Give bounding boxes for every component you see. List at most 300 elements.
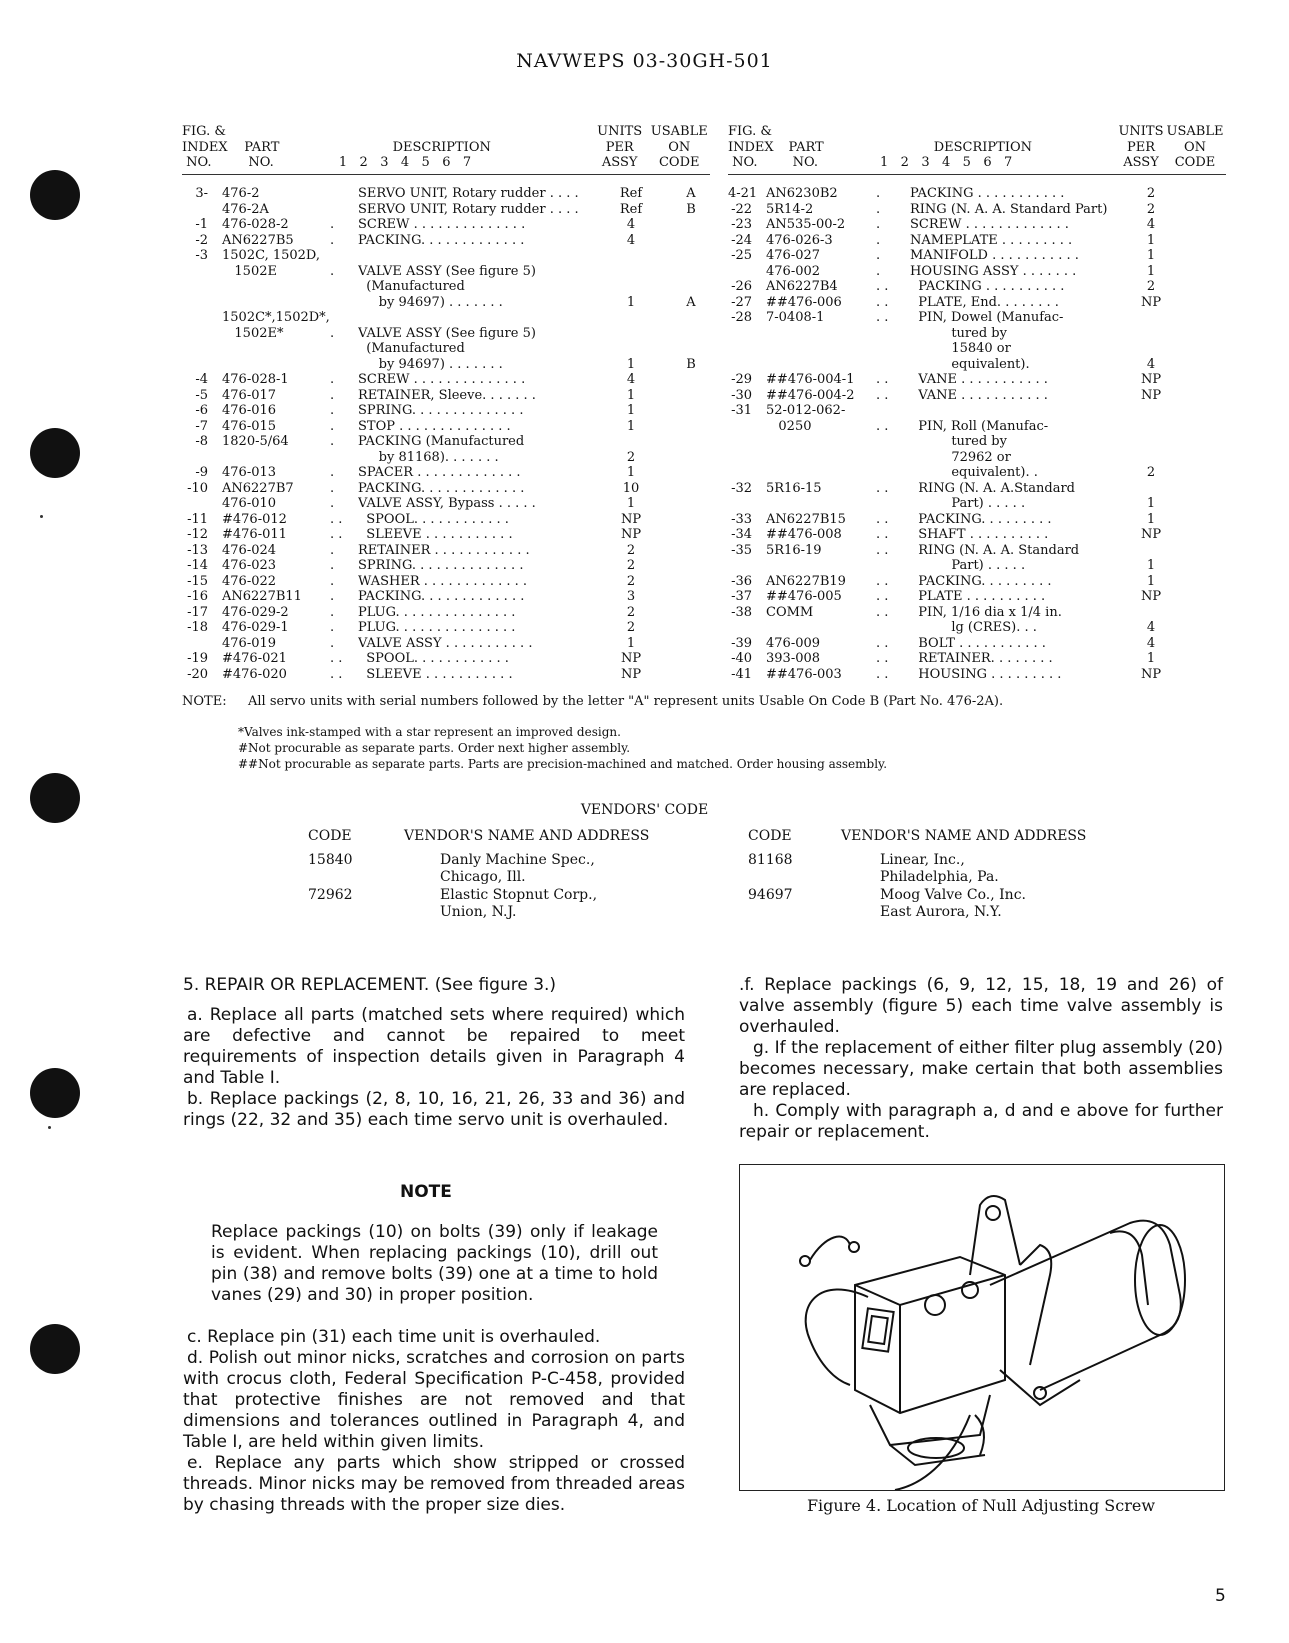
cell-part-no [762, 496, 876, 512]
cell-part-no: #476-012 [222, 511, 287, 527]
cell-units-per-assy [1126, 326, 1176, 342]
table-row [182, 465, 722, 481]
vendor-header-code: CODE [748, 828, 792, 844]
cell-description: SPACER . . . . . . . . . . . . . [358, 465, 521, 480]
cell-indent-dots: . . [876, 573, 889, 589]
cell-indent-dots: . [330, 418, 335, 434]
cell-usable-on-code [1176, 574, 1234, 590]
cell-fig-index [182, 636, 218, 652]
cell-units-per-assy [1126, 481, 1176, 497]
cell-part-no: 476-002 [766, 263, 821, 279]
cell-usable-on-code [1176, 558, 1234, 574]
cell-description: SLEEVE . . . . . . . . . . . [358, 527, 513, 542]
cell-units-per-assy [602, 310, 660, 326]
cell-fig-index: -11 [187, 511, 208, 527]
vendor-code: 81168 [748, 852, 793, 868]
cell-description: SPOOL. . . . . . . . . . . . [358, 511, 509, 527]
cell-usable-on-code [1176, 388, 1234, 404]
cell-usable-on-code [660, 589, 722, 605]
cell-indent-dots: . [876, 217, 881, 232]
cell-description: RING (N. A. A.Standard [910, 480, 1075, 496]
table-row [728, 419, 1234, 435]
cell-indent-dots [876, 357, 910, 373]
cell-description: PACKING. . . . . . . . . . . . . [358, 232, 525, 248]
cell-description [358, 310, 602, 326]
cell-part-no: 476-017 [222, 387, 277, 403]
cell-units-per-assy [602, 248, 660, 264]
header-fig-index: FIG. & INDEX NO. [182, 124, 228, 170]
cell-usable-on-code [1176, 217, 1234, 233]
cell-description: PACKING. . . . . . . . . . . . . [358, 589, 525, 604]
cell-units-per-assy: NP [620, 666, 642, 682]
cell-part-no: 476-009 [766, 635, 821, 651]
vendor-code: 15840 [308, 852, 353, 868]
cell-usable-on-code [660, 419, 722, 435]
cell-part-no [762, 357, 876, 373]
cell-usable-on-code [1176, 605, 1234, 621]
cell-part-no: AN6227B5 [222, 232, 294, 248]
cell-units-per-assy [1126, 605, 1176, 621]
cell-usable-on-code [1176, 419, 1234, 435]
cell-part-no: 476-019 [222, 635, 277, 651]
cell-description: WASHER . . . . . . . . . . . . . [358, 573, 528, 589]
cell-description: STOP . . . . . . . . . . . . . . [358, 418, 511, 434]
cell-description: equivalent). [910, 356, 1030, 372]
vendor-name-address: Moog Valve Co., Inc. East Aurora, N.Y. [880, 887, 1026, 920]
table-row [728, 512, 1234, 528]
cell-indent-dots [330, 310, 358, 326]
cell-part-no: AN6227B11 [222, 589, 302, 604]
cell-description: tured by [910, 325, 1007, 341]
footnote-star: *Valves ink-stamped with a star represent an improved design. [238, 725, 621, 739]
cell-fig-index: -33 [731, 511, 752, 527]
cell-fig-index: -36 [731, 573, 752, 589]
cell-units-per-assy: 1 [1146, 232, 1156, 248]
cell-description: PIN, Dowel (Manufac- [910, 310, 1064, 325]
cell-indent-dots: . [330, 496, 335, 511]
footnote-hash: #Not procurable as separate parts. Order next higher assembly. [238, 741, 631, 755]
cell-indent-dots [330, 202, 358, 218]
vendor-header-name: VENDOR'S NAME AND ADDRESS [841, 828, 1087, 844]
cell-indent-dots: . . [330, 511, 343, 527]
table-row [728, 233, 1234, 249]
cell-fig-index: -20 [187, 666, 208, 682]
cell-usable-on-code [1176, 465, 1234, 481]
parts-table-left [182, 124, 710, 682]
cell-units-per-assy [1126, 341, 1176, 357]
cell-indent-dots [876, 496, 910, 512]
cell-fig-index: -19 [187, 651, 208, 666]
cell-indent-dots: . [876, 186, 881, 201]
cell-part-no: ##476-004-2 [766, 387, 855, 403]
table-header [182, 124, 710, 172]
cell-part-no [762, 465, 876, 481]
table-row [182, 202, 722, 218]
cell-usable-on-code [660, 233, 722, 249]
cell-fig-index: -7 [195, 418, 208, 434]
cell-fig-index: -18 [187, 620, 208, 635]
cell-fig-index: -28 [731, 310, 752, 325]
cell-indent-dots: . . [330, 651, 343, 666]
cell-indent-dots [330, 248, 358, 264]
table-row [182, 512, 722, 528]
note-label: NOTE: [182, 694, 227, 709]
table-row [182, 279, 722, 295]
table-row [182, 636, 722, 652]
cell-part-no [762, 434, 876, 450]
cell-indent-dots: . [330, 403, 335, 418]
table-row [728, 279, 1234, 295]
header-usable-on-code: USABLE ON CODE [650, 124, 708, 170]
table-row [182, 589, 722, 605]
table-body [182, 186, 722, 682]
cell-part-no: 1502E [222, 263, 277, 279]
cell-units-per-assy: 1 [1146, 573, 1156, 589]
cell-description: by 81168). . . . . . . [358, 449, 499, 465]
cell-description: lg (CRES). . . [910, 620, 1037, 635]
cell-part-no: 476-028-1 [222, 372, 289, 387]
cell-usable-on-code [660, 248, 722, 264]
paragraph-c: c. Replace pin (31) each time unit is overhauled. [187, 1327, 601, 1347]
table-row [182, 326, 722, 342]
cell-usable-on-code [660, 636, 722, 652]
cell-part-no: ##476-008 [766, 527, 842, 542]
table-row [728, 295, 1234, 311]
binder-hole [30, 170, 80, 220]
cell-fig-index: -16 [187, 589, 208, 604]
cell-description: SHAFT . . . . . . . . . . [910, 527, 1049, 542]
cell-usable-on-code [1176, 620, 1234, 636]
cell-part-no: 5R16-15 [766, 480, 822, 496]
cell-description: PACKING . . . . . . . . . . . [910, 186, 1065, 201]
cell-part-no: 5R14-2 [766, 201, 814, 217]
cell-indent-dots: . [330, 232, 335, 248]
table-row [728, 388, 1234, 404]
cell-units-per-assy [1126, 310, 1176, 326]
cell-fig-index: -10 [187, 480, 208, 496]
cell-part-no: 476-022 [222, 573, 277, 589]
cell-description: RING (N. A. A. Standard [910, 542, 1080, 558]
cell-fig-index: -15 [187, 573, 208, 589]
cell-description: SCREW . . . . . . . . . . . . . . [358, 217, 526, 232]
table-row [182, 248, 722, 264]
cell-part-no: COMM [766, 604, 814, 620]
cell-units-per-assy: NP [1140, 527, 1162, 542]
cell-part-no: ##476-003 [766, 666, 842, 682]
cell-description: VANE . . . . . . . . . . . [910, 387, 1048, 403]
cell-usable-on-code [1176, 403, 1234, 419]
cell-description: PIN, Roll (Manufac- [910, 418, 1049, 434]
cell-description: SPRING. . . . . . . . . . . . . . [358, 558, 524, 573]
cell-fig-index [182, 295, 218, 311]
cell-indent-dots [330, 450, 358, 466]
cell-fig-index: -4 [195, 372, 208, 387]
cell-description: 72962 or [910, 449, 1011, 465]
cell-usable-on-code [1176, 496, 1234, 512]
cell-fig-index: -38 [731, 604, 752, 620]
table-row [728, 496, 1234, 512]
cell-usable-on-code [1176, 264, 1234, 280]
cell-units-per-assy: 1 [1146, 511, 1156, 527]
cell-usable-on-code [660, 605, 722, 621]
table-row [182, 217, 722, 233]
cell-description: PLUG. . . . . . . . . . . . . . . [358, 604, 516, 620]
cell-indent-dots: . . [876, 279, 889, 294]
cell-part-no [218, 279, 330, 295]
cell-usable-on-code [660, 388, 722, 404]
cell-units-per-assy: 2 [626, 573, 636, 589]
table-row [182, 651, 722, 667]
cell-description: (Manufactured [358, 279, 465, 294]
cell-part-no [218, 295, 330, 311]
cell-part-no [218, 357, 330, 373]
cell-part-no: 1502E* [222, 325, 284, 341]
header-fig-index: FIG. & INDEX NO. [728, 124, 774, 170]
cell-fig-index [728, 465, 762, 481]
cell-indent-dots: . . [876, 294, 889, 310]
cell-usable-on-code [1176, 667, 1234, 683]
cell-units-per-assy: 1 [626, 356, 636, 372]
table-row [182, 434, 722, 450]
page-number: 5 [1215, 1586, 1226, 1606]
cell-fig-index: 3- [195, 186, 208, 201]
cell-fig-index: -23 [731, 217, 752, 232]
cell-part-no: 393-008 [766, 651, 821, 666]
cell-fig-index [728, 620, 762, 636]
vendor-code: 72962 [308, 887, 353, 903]
cell-units-per-assy: NP [1140, 372, 1162, 387]
cell-indent-dots: . . [876, 310, 889, 325]
cell-description: PLATE . . . . . . . . . . [910, 589, 1046, 604]
cell-part-no: 476-028-2 [222, 217, 289, 232]
table-row [182, 233, 722, 249]
cell-indent-dots: . [330, 263, 335, 279]
figure-frame [739, 1164, 1225, 1491]
cell-description: SCREW . . . . . . . . . . . . . [910, 217, 1069, 232]
cell-usable-on-code [660, 217, 722, 233]
cell-fig-index: -24 [731, 232, 752, 248]
table-row [728, 651, 1234, 667]
cell-description: by 94697) . . . . . . . [358, 294, 503, 310]
table-row [182, 388, 722, 404]
table-row [728, 558, 1234, 574]
cell-part-no: 476-013 [222, 465, 277, 480]
cell-description: VALVE ASSY (See figure 5) [358, 325, 536, 341]
cell-indent-dots: . . [876, 527, 889, 542]
cell-part-no: 476-027 [766, 248, 821, 263]
table-row [182, 574, 722, 590]
cell-indent-dots: . . [876, 387, 889, 403]
cell-indent-dots: . . [330, 527, 343, 542]
cell-part-no: 476-026-3 [766, 232, 833, 248]
paragraph-b: b. Replace packings (2, 8, 10, 16, 21, 26, 33 and 36) and rings (22, 32 and 35) each time servo unit is overhauled. [183, 1089, 685, 1130]
cell-units-per-assy: NP [1140, 589, 1162, 604]
cell-indent-dots: . . [876, 651, 889, 666]
cell-units-per-assy: 4 [1146, 217, 1156, 232]
cell-fig-index [182, 357, 218, 373]
cell-fig-index: -32 [731, 480, 752, 496]
cell-part-no: AN6227B4 [766, 279, 838, 294]
table-row [728, 186, 1234, 202]
cell-indent-dots: . [330, 589, 335, 604]
cell-description: PACKING. . . . . . . . . [910, 573, 1052, 589]
cell-part-no: 476-029-2 [222, 604, 289, 620]
cell-indent-dots: . . [876, 604, 889, 620]
cell-units-per-assy: 1 [626, 465, 636, 480]
table-row [728, 589, 1234, 605]
cell-indent-dots [330, 295, 358, 311]
table-body [728, 186, 1234, 682]
cell-description: MANIFOLD . . . . . . . . . . . [910, 248, 1079, 263]
table-row [182, 341, 722, 357]
cell-description [910, 403, 1126, 419]
cell-units-per-assy [602, 264, 660, 280]
cell-usable-on-code [660, 574, 722, 590]
cell-units-per-assy: NP [1140, 387, 1162, 403]
cell-fig-index: -31 [731, 403, 752, 418]
header-rule [728, 174, 1226, 175]
cell-part-no: #476-021 [222, 651, 287, 666]
vendors-code-title: VENDORS' CODE [580, 802, 709, 818]
cell-usable-on-code [1176, 372, 1234, 388]
repair-section-top [183, 975, 685, 1131]
table-row [728, 310, 1234, 326]
table-row [182, 295, 722, 311]
cell-indent-dots: . [330, 480, 335, 496]
vendor-code: 94697 [748, 887, 793, 903]
figure-caption: Figure 4. Location of Null Adjusting Screw [806, 1496, 1156, 1515]
cell-units-per-assy: 1 [626, 294, 636, 310]
paragraph-h: h. Comply with paragraph a, d and e above for further repair or replacement. [739, 1101, 1223, 1142]
cell-usable-on-code [660, 341, 722, 357]
cell-usable-on-code: A [686, 186, 696, 201]
table-row [182, 372, 722, 388]
cell-units-per-assy [602, 434, 660, 450]
table-row [182, 558, 722, 574]
cell-fig-index: -12 [187, 527, 208, 542]
cell-units-per-assy: 1 [626, 496, 636, 511]
cell-fig-index: -3 [195, 248, 208, 263]
table-row [182, 543, 722, 559]
table-row [182, 310, 722, 326]
cell-indent-dots [330, 279, 358, 295]
cell-indent-dots: . [330, 465, 335, 480]
header-units-per-assy: UNITS PER ASSY [597, 124, 643, 170]
cell-fig-index [182, 450, 218, 466]
cell-description: PIN, 1/16 dia x 1/4 in. [910, 604, 1062, 620]
cell-usable-on-code [1176, 248, 1234, 264]
cell-usable-on-code [1176, 202, 1234, 218]
cell-usable-on-code [1176, 279, 1234, 295]
cell-indent-dots: . . [876, 589, 889, 604]
table-row [728, 202, 1234, 218]
cell-usable-on-code [1176, 434, 1234, 450]
cell-description: VANE . . . . . . . . . . . [910, 372, 1048, 387]
cell-indent-dots: . [330, 635, 335, 651]
cell-fig-index: -13 [187, 542, 208, 558]
cell-usable-on-code [1176, 326, 1234, 342]
cell-usable-on-code [660, 372, 722, 388]
cell-usable-on-code [660, 403, 722, 419]
cell-fig-index [182, 264, 218, 280]
note-text: All servo units with serial numbers followed by the letter "A" represent units Usable On Code B (Part No. 476-2A). [248, 694, 1004, 709]
table-row [728, 527, 1234, 543]
cell-units-per-assy [602, 326, 660, 342]
cell-description: 15840 or [910, 341, 1011, 356]
cell-part-no: 52-012-062- [766, 403, 846, 418]
table-row [182, 667, 722, 683]
cell-part-no: 1502C, 1502D, [222, 248, 321, 263]
cell-description: SPRING. . . . . . . . . . . . . . [358, 403, 524, 418]
cell-units-per-assy [602, 341, 660, 357]
cell-part-no: 5R16-19 [766, 542, 822, 558]
table-row [728, 434, 1234, 450]
cell-usable-on-code [660, 326, 722, 342]
cell-units-per-assy: 3 [626, 589, 636, 604]
binder-hole [30, 428, 80, 478]
cell-fig-index: -29 [731, 372, 752, 387]
header-description: DESCRIPTION 1 2 3 4 5 6 7 [880, 139, 1032, 170]
cell-fig-index: -30 [731, 387, 752, 403]
vendor-name-address: Linear, Inc., Philadelphia, Pa. [880, 852, 999, 885]
cell-usable-on-code [660, 620, 722, 636]
cell-part-no: 7-0408-1 [766, 310, 825, 325]
cell-fig-index: -6 [195, 403, 208, 418]
cell-units-per-assy [1126, 450, 1176, 466]
cell-description: RETAINER . . . . . . . . . . . . [358, 542, 530, 558]
servo-unit-illustration [740, 1165, 1224, 1490]
cell-units-per-assy: 2 [626, 449, 636, 465]
cell-indent-dots [876, 434, 910, 450]
cell-fig-index: -8 [195, 434, 208, 449]
cell-units-per-assy: 4 [626, 217, 636, 232]
cell-indent-dots [876, 403, 910, 419]
table-row [182, 357, 722, 373]
cell-part-no [218, 450, 330, 466]
header-units-per-assy: UNITS PER ASSY [1118, 124, 1164, 170]
cell-description: SCREW . . . . . . . . . . . . . . [358, 372, 526, 387]
footnote-double-hash: ##Not procurable as separate parts. Parts are precision-machined and matched. Order housing assembly. [238, 757, 888, 771]
binder-hole [30, 1324, 80, 1374]
cell-fig-index: -40 [731, 651, 752, 666]
cell-indent-dots: . [330, 604, 335, 620]
cell-fig-index: -9 [195, 465, 208, 480]
header-part-no: PART NO. [788, 139, 824, 170]
header-description: DESCRIPTION 1 2 3 4 5 6 7 [338, 139, 491, 170]
cell-part-no: ##476-004-1 [766, 372, 855, 387]
paragraph-a: a. Replace all parts (matched sets where required) which are defective and cannot be repaired to meet requirements of inspection details given in Paragraph 4 and Table I. [183, 1005, 685, 1088]
paragraph-e: e. Replace any parts which show stripped or crossed threads. Minor nicks may be removed from threaded areas by chasing threads with the proper size dies. [183, 1453, 685, 1515]
cell-description: PACKING . . . . . . . . . . [910, 279, 1065, 294]
cell-description: HOUSING . . . . . . . . . [910, 666, 1062, 682]
cell-indent-dots [330, 186, 358, 202]
cell-description: SERVO UNIT, Rotary rudder . . . . [358, 186, 579, 201]
cell-fig-index: -14 [187, 558, 208, 573]
cell-description: SPOOL. . . . . . . . . . . . [358, 651, 509, 666]
table-row [182, 419, 722, 435]
cell-part-no: 476-016 [222, 403, 277, 418]
table-row [182, 186, 722, 202]
cell-usable-on-code: B [686, 201, 696, 217]
cell-indent-dots [876, 450, 910, 466]
cell-part-no [762, 450, 876, 466]
header-rule [182, 174, 710, 175]
table-row [728, 264, 1234, 280]
table-row [728, 465, 1234, 481]
cell-part-no: 476-024 [222, 542, 277, 558]
cell-indent-dots: . . [876, 635, 889, 651]
cell-indent-dots [876, 341, 910, 357]
